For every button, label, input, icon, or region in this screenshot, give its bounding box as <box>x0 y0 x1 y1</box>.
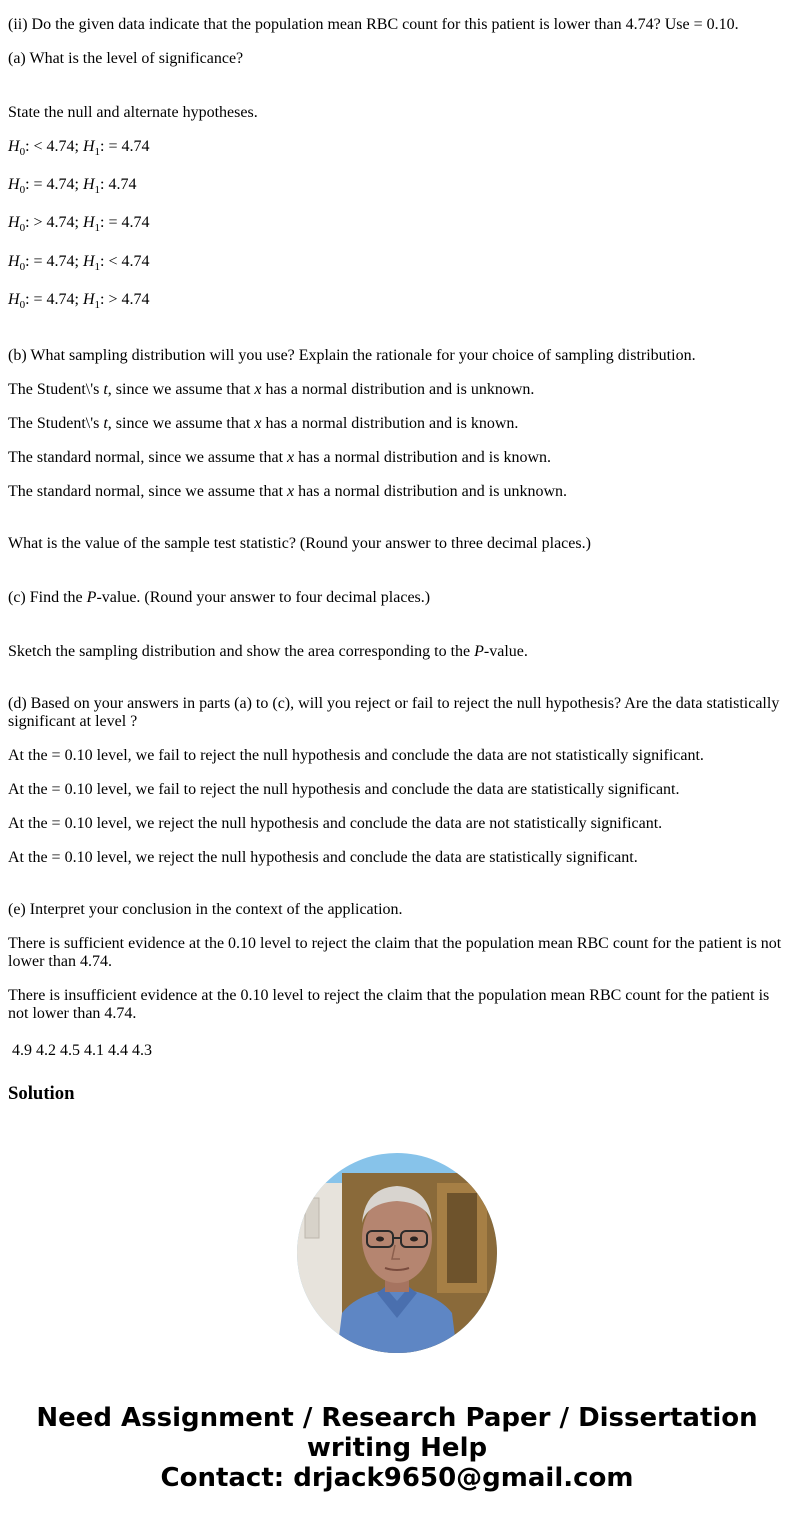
part-b-prompt: (b) What sampling distribution will you use? Explain the rationale for your choice of sampling distribution. <box>8 347 696 364</box>
test-statistic-prompt: What is the value of the sample test statistic? (Round your answer to three decimal places.) <box>8 535 591 552</box>
interpretation-option-2: There is insufficient evidence at the 0.10 level to reject the claim that the population mean RBC count for the patient is not lower than 4.74. <box>8 987 770 1022</box>
data-values: 4.9 4.2 4.5 4.1 4.4 4.3 <box>8 1042 152 1059</box>
footer-contact: Contact: drjack9650@gmail.com <box>160 1463 634 1493</box>
part-ii-question: (ii) Do the given data indicate that the population mean RBC count for this patient is lower than 4.74? Use = 0.10. <box>8 16 739 33</box>
part-c-prompt: (c) Find the P-value. (Round your answer to four decimal places.) <box>8 589 431 606</box>
hypothesis-option-2: $H_0$: = 4.74; $H_1$: 4.74 <box>8 176 137 196</box>
part-d-prompt: (d) Based on your answers in parts (a) to (c), will you reject or fail to reject the null hypothesis? Are the data statistically significant at level ? <box>8 695 780 730</box>
author-photo <box>297 1153 497 1353</box>
distribution-option-3: The standard normal, since we assume that x has a normal distribution and is known. <box>8 449 551 466</box>
part-a-prompt: (a) What is the level of significance? <box>8 50 244 67</box>
conclusion-option-3: At the = 0.10 level, we reject the null hypothesis and conclude the data are not statistically significant. <box>8 815 663 832</box>
conclusion-option-2: At the = 0.10 level, we fail to reject the null hypothesis and conclude the data are statistically significant. <box>8 781 680 798</box>
interpretation-option-1: There is sufficient evidence at the 0.10 level to reject the claim that the population mean RBC count for the patient is not lower than 4.74. <box>8 935 782 970</box>
sketch-prompt: Sketch the sampling distribution and show the area corresponding to the P-value. <box>8 643 528 660</box>
distribution-option-2: The Student\'s t, since we assume that x has a normal distribution and is known. <box>8 415 519 432</box>
author-photo-illustration <box>297 1153 497 1353</box>
hypotheses-prompt: State the null and alternate hypotheses. <box>8 104 258 121</box>
distribution-option-1: The Student\'s t, since we assume that x has a normal distribution and is unknown. <box>8 381 535 398</box>
conclusion-option-1: At the = 0.10 level, we fail to reject the null hypothesis and conclude the data are not statistically significant. <box>8 747 704 764</box>
hypothesis-option-4: $H_0$: = 4.74; $H_1$: < 4.74 <box>8 253 150 273</box>
hypothesis-option-3: $H_0$: > 4.74; $H_1$: = 4.74 <box>8 214 150 234</box>
distribution-option-4: The standard normal, since we assume that x has a normal distribution and is unknown. <box>8 483 567 500</box>
footer-banner <box>0 1403 794 1493</box>
part-e-prompt: (e) Interpret your conclusion in the context of the application. <box>8 901 403 918</box>
hypothesis-option-5: $H_0$: = 4.74; $H_1$: > 4.74 <box>8 291 150 311</box>
hypothesis-option-1: $H_0$: < 4.74; $H_1$: = 4.74 <box>8 138 150 158</box>
solution-heading: Solution <box>8 1083 75 1104</box>
conclusion-option-4: At the = 0.10 level, we reject the null hypothesis and conclude the data are statistically significant. <box>8 849 638 866</box>
footer-line-2: writing Help <box>306 1433 488 1463</box>
footer-line-1: Need Assignment / Research Paper / Dissertation <box>36 1403 758 1433</box>
